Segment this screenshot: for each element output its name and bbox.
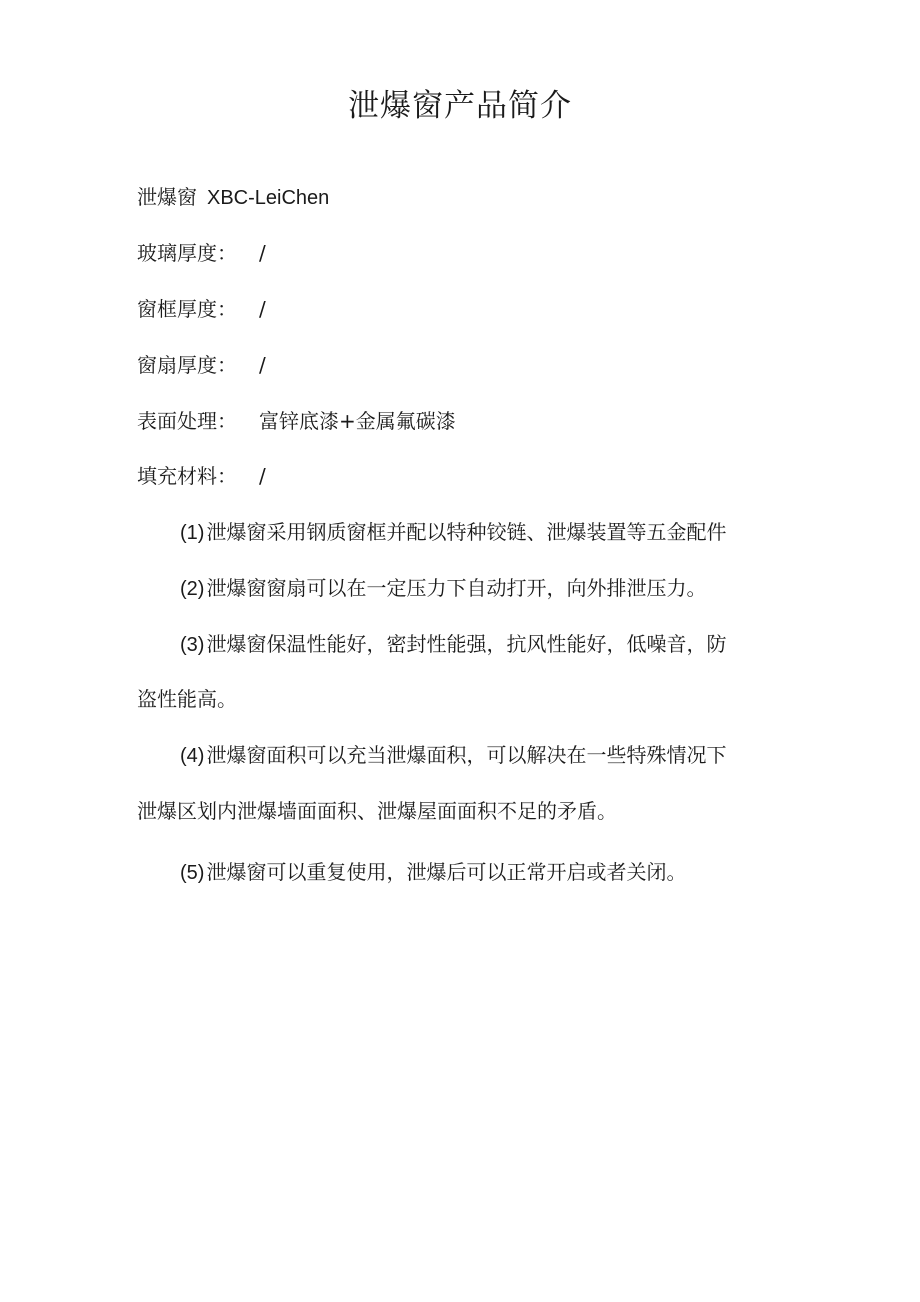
filling-material-value: / <box>259 464 266 488</box>
spec-frame-thickness <box>137 295 266 323</box>
feature-4 <box>180 741 726 770</box>
feature-number: (4) <box>180 745 205 767</box>
feature-4-continuation: 泄爆区划内泄爆墙面面积、泄爆屋面面积不足的矛盾。 <box>137 799 617 823</box>
feature-2 <box>180 574 706 603</box>
feature-number: (2) <box>180 578 205 600</box>
feature-1 <box>180 518 726 547</box>
frame-thickness-value: / <box>259 297 266 321</box>
feature-number: (3) <box>180 634 205 656</box>
spec-product-model <box>137 183 329 212</box>
feature-text: 泄爆窗采用钢质窗框并配以特种铰链、泄爆装置等五金配件 <box>206 520 727 544</box>
frame-thickness-label: 窗框厚度： <box>137 297 237 321</box>
feature-text: 泄爆窗保温性能好，密封性能强，抗风性能好，低噪音，防 <box>206 632 727 656</box>
sash-thickness-label: 窗扇厚度： <box>137 353 237 377</box>
spec-filling-material <box>137 462 266 490</box>
glass-thickness-value: / <box>259 241 266 265</box>
feature-number: (5) <box>180 862 205 884</box>
feature-number: (1) <box>180 522 205 544</box>
page-title: 泄爆窗产品简介 <box>348 88 572 124</box>
feature-text: 泄爆窗可以重复使用，泄爆后可以正常开启或者关闭。 <box>206 860 687 884</box>
spec-surface-treatment <box>137 407 456 435</box>
filling-material-label: 填充材料： <box>137 464 237 488</box>
feature-text: 泄爆窗面积可以充当泄爆面积，可以解决在一些特殊情况下 <box>206 743 727 767</box>
surface-treatment-label: 表面处理： <box>137 409 237 433</box>
glass-thickness-label: 玻璃厚度： <box>137 241 237 265</box>
spec-glass-thickness <box>137 239 266 267</box>
surface-treatment-value: 富锌底漆+金属氟碳漆 <box>259 409 456 433</box>
product-model: XBC-LeiChen <box>207 187 330 209</box>
feature-3 <box>180 630 726 659</box>
feature-3-continuation: 盗性能高。 <box>137 687 237 711</box>
product-name: 泄爆窗 <box>137 185 197 209</box>
sash-thickness-value: / <box>259 353 266 377</box>
feature-text: 泄爆窗窗扇可以在一定压力下自动打开，向外排泄压力。 <box>206 576 707 600</box>
feature-5 <box>180 858 686 887</box>
spec-sash-thickness <box>137 351 266 379</box>
